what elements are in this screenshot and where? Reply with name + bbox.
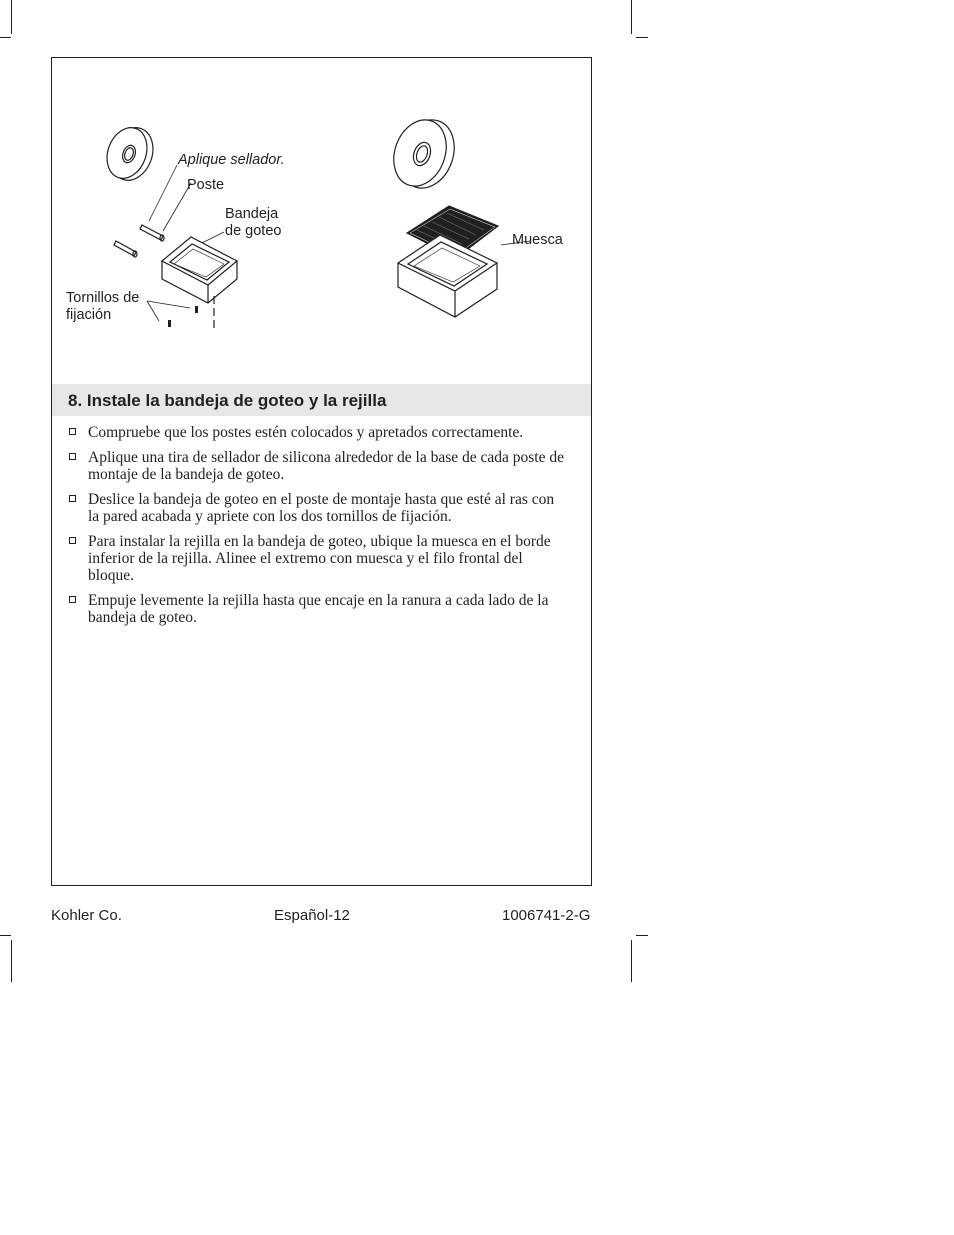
step-text: Empuje levemente la rejilla hasta que encaje en la ranura a cada lado de la bandeja de goteo. xyxy=(88,592,549,626)
label-poste: Poste xyxy=(187,177,225,193)
footer-company: Kohler Co. xyxy=(51,907,122,924)
drip-tray-right xyxy=(398,235,497,317)
checkbox-icon xyxy=(69,537,76,544)
label-bandeja: Bandeja de goteo xyxy=(225,206,282,239)
checkbox-icon xyxy=(69,495,76,502)
section-heading: 8. Instale la bandeja de goteo y la rejilla xyxy=(68,391,387,410)
section-heading-bar xyxy=(52,384,591,416)
label-aplique: Aplique sellador. xyxy=(178,152,285,168)
crop-mark xyxy=(636,935,648,936)
label-muesca: Muesca xyxy=(512,232,563,248)
list-item xyxy=(68,592,568,626)
list-item xyxy=(68,491,568,525)
list-item xyxy=(68,533,568,584)
step-text: Compruebe que los postes estén colocados y apretados correctamente. xyxy=(88,424,524,441)
steps-list xyxy=(68,424,568,634)
footer-document-number: 1006741-2-G xyxy=(502,907,591,924)
footer-page-number: Español-12 xyxy=(274,907,350,924)
checkbox-icon xyxy=(69,596,76,603)
installation-illustration xyxy=(52,58,591,383)
list-item xyxy=(68,449,568,483)
step-text: Aplique una tira de sellador de silicona alrededor de la base de cada poste de montaje de la bandeja de goteo. xyxy=(88,449,564,483)
crop-mark xyxy=(11,0,12,34)
content-frame xyxy=(51,57,592,886)
step-text: Para instalar la rejilla en la bandeja de goteo, ubique la muesca en el borde inferior de la rejilla. Alinee el extremo con muesca y el filo frontal del bloque. xyxy=(88,533,551,584)
label-tornillos: Tornillos de fijación xyxy=(66,290,140,323)
step-text: Deslice la bandeja de goteo en el poste de montaje hasta que esté al ras con la pared acabada y apriete con los dos tornillos de fijación. xyxy=(88,491,555,525)
escutcheon-left xyxy=(100,122,160,186)
crop-mark xyxy=(0,935,11,936)
crop-mark xyxy=(11,940,12,982)
crop-mark xyxy=(631,0,632,34)
crop-mark xyxy=(631,940,632,982)
crop-mark xyxy=(0,37,11,38)
escutcheon-right xyxy=(385,112,464,196)
crop-mark xyxy=(636,37,648,38)
post xyxy=(114,225,164,257)
checkbox-icon xyxy=(69,453,76,460)
checkbox-icon xyxy=(69,428,76,435)
drip-tray-left xyxy=(162,237,237,303)
list-item xyxy=(68,424,568,441)
